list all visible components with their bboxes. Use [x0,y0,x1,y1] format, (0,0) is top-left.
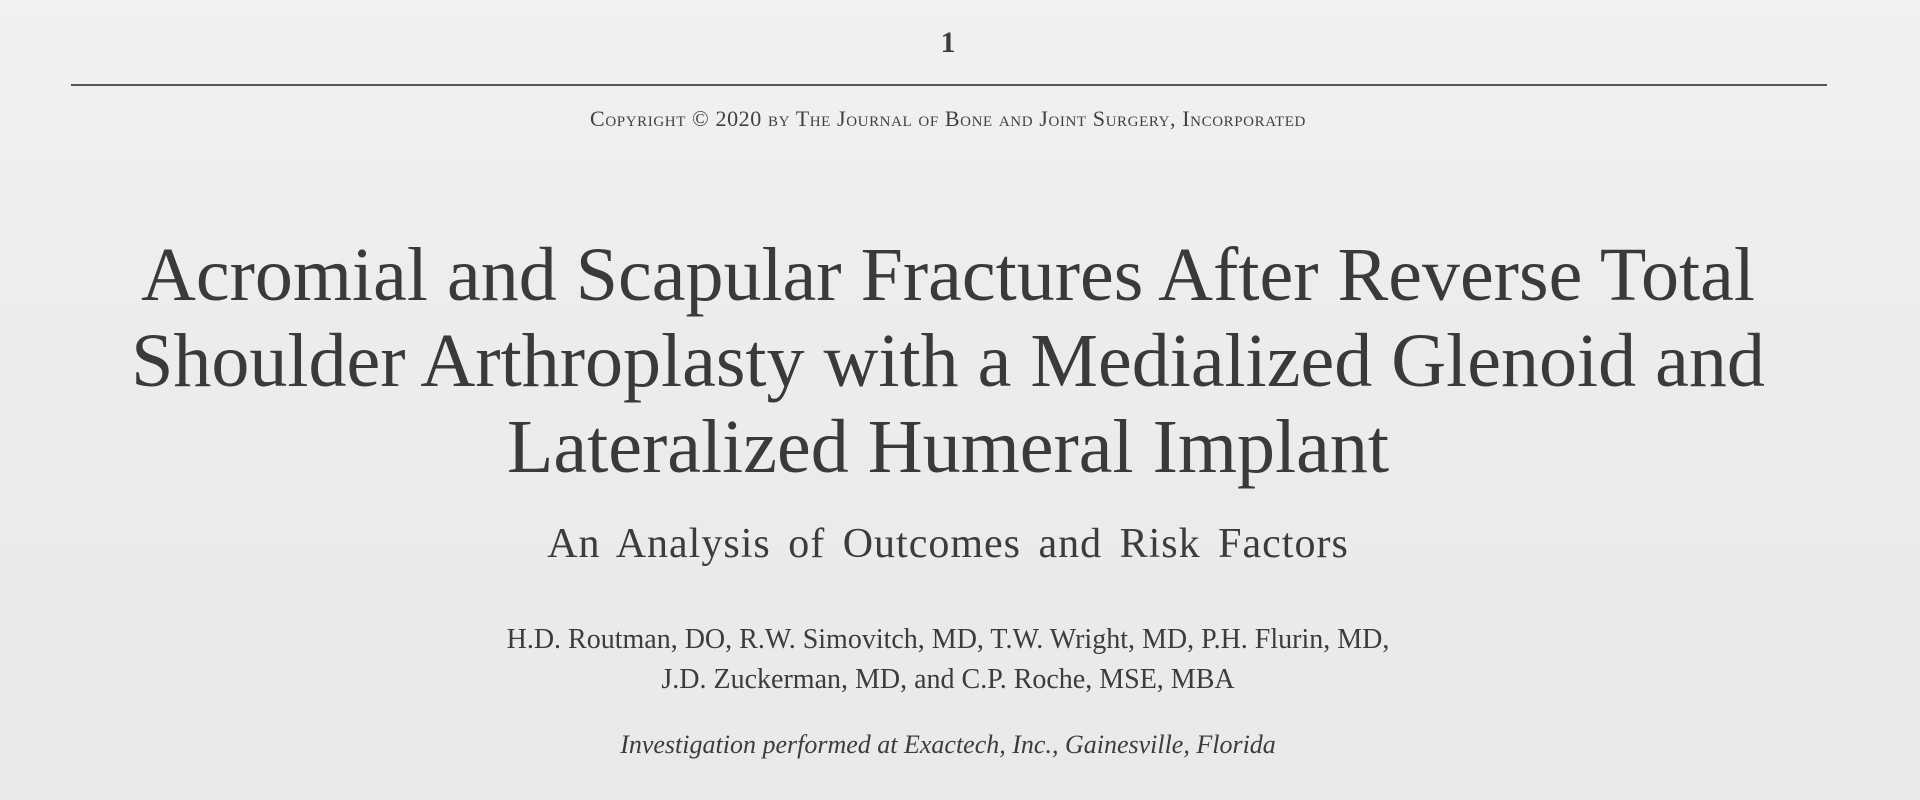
author-list [0,620,1896,700]
title-line: Shoulder Arthroplasty with a Medialized Glenoid and [131,319,1765,403]
article-subtitle: An Analysis of Outcomes and Risk Factors [547,521,1349,567]
institution-note: Investigation performed at Exactech, Inc., Gainesville, Florida [620,730,1276,759]
title-line: Acromial and Scapular Fractures After Reverse Total [140,233,1756,317]
header-divider [71,84,1827,86]
author-line: J.D. Zuckerman, MD, and C.P. Roche, MSE, MBA [661,664,1235,695]
title-line: Lateralized Humeral Implant [506,405,1389,489]
article-title [30,232,1866,490]
author-line: H.D. Routman, DO, R.W. Simovitch, MD, T.W. Wright, MD, P.H. Flurin, MD, [506,624,1390,655]
copyright-line: Copyright © 2020 by The Journal of Bone and Joint Surgery, Incorporated [590,106,1306,131]
page-number: 1 [940,26,956,59]
